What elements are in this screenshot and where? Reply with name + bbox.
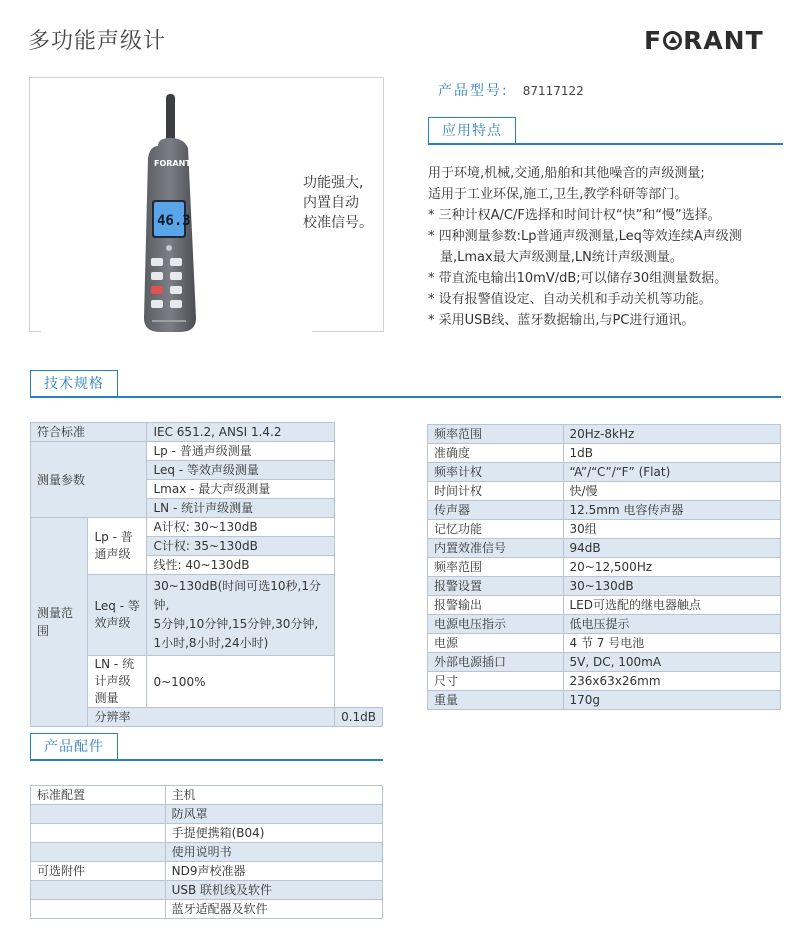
spec-label: 尺寸 bbox=[428, 672, 564, 691]
feature-bullet: * 四种测量参数:Lp普通声级测量,Leq等效连续A声级测量,Lmax最大声级测量,LN统计声级测量。 bbox=[428, 229, 742, 265]
spec-value: 20~12,500Hz bbox=[563, 558, 781, 577]
spec-label: 频率范围 bbox=[428, 558, 564, 577]
table-row bbox=[428, 653, 781, 672]
features-section-header: 应用特点 bbox=[428, 117, 783, 145]
accessory-category bbox=[31, 843, 166, 862]
accessory-category: 标准配置 bbox=[31, 786, 166, 805]
spec-label: 频率计权 bbox=[428, 463, 564, 482]
product-caption: 功能强大, 内置自动 校准信号。 bbox=[303, 175, 373, 231]
feature-bullet: * 三种计权A/C/F选择和时间计权“快”和“慢”选择。 bbox=[428, 208, 721, 223]
table-row bbox=[31, 862, 383, 881]
specs-section-header: 技术规格 bbox=[30, 370, 781, 398]
table-row bbox=[428, 425, 781, 444]
spec-label: 外部电源插口 bbox=[428, 653, 564, 672]
svg-text:FORANT: FORANT bbox=[154, 159, 191, 168]
table-cell: 测量范围 bbox=[31, 518, 88, 727]
accessory-item: 使用说明书 bbox=[165, 843, 382, 862]
spec-label: 内置效准信号 bbox=[428, 539, 564, 558]
spec-table-right bbox=[427, 424, 781, 710]
feature-intro: 用于环境,机械,交通,船舶和其他噪音的声级测量; bbox=[428, 166, 705, 181]
table-row bbox=[428, 672, 781, 691]
spec-label: 电源电压指示 bbox=[428, 615, 564, 634]
table-cell: Lmax - 最大声级测量 bbox=[147, 480, 335, 499]
table-cell: 0.1dB bbox=[335, 708, 383, 727]
table-cell: 符合标准 bbox=[31, 423, 147, 442]
table-cell: IEC 651.2, ANSI 1.4.2 bbox=[147, 423, 335, 442]
page-title: 多功能声级计 bbox=[28, 29, 167, 54]
accessories-table bbox=[30, 785, 383, 919]
table-row bbox=[428, 558, 781, 577]
table-row bbox=[31, 518, 383, 537]
spec-label: 准确度 bbox=[428, 444, 564, 463]
spec-table-left bbox=[30, 422, 383, 727]
table-row bbox=[428, 444, 781, 463]
spec-value: 30组 bbox=[563, 520, 781, 539]
brand-logo: F RANT bbox=[644, 26, 764, 55]
table-cell: A计权: 30~130dB bbox=[147, 518, 335, 537]
table-cell: 分辨率 bbox=[88, 708, 335, 727]
accessory-item: 主机 bbox=[165, 786, 382, 805]
table-row bbox=[31, 805, 383, 824]
spec-label: 时间计权 bbox=[428, 482, 564, 501]
table-cell: 测量参数 bbox=[31, 442, 147, 518]
feature-bullet: * 设有报警值设定、自动关机和手动关机等功能。 bbox=[428, 292, 712, 307]
table-row bbox=[428, 501, 781, 520]
spec-label: 频率范围 bbox=[428, 425, 564, 444]
table-row bbox=[31, 423, 383, 442]
table-row bbox=[31, 786, 383, 805]
table-cell: LN - 统计声级测量 bbox=[88, 656, 147, 708]
accessory-category bbox=[31, 881, 166, 900]
feature-bullet: * 带直流电输出10mV/dB;可以储存30组测量数据。 bbox=[428, 271, 728, 286]
table-row bbox=[428, 520, 781, 539]
table-row bbox=[428, 615, 781, 634]
table-cell: 30~130dB(时间可选10秒,1分钟, 5分钟,10分钟,15分钟,30分钟, 1小时,8小时,24小时) bbox=[147, 575, 335, 656]
sound-level-meter-image bbox=[130, 88, 250, 338]
accessory-category: 可选附件 bbox=[31, 862, 166, 881]
table-row bbox=[428, 596, 781, 615]
accessory-category bbox=[31, 824, 166, 843]
table-row bbox=[428, 577, 781, 596]
spec-value: 5V, DC, 100mA bbox=[563, 653, 781, 672]
accessory-item: 手提便携箱(B04) bbox=[165, 824, 382, 843]
spec-label: 记忆功能 bbox=[428, 520, 564, 539]
table-row bbox=[428, 482, 781, 501]
table-cell: Leq - 等效声级测量 bbox=[147, 461, 335, 480]
spec-value: 94dB bbox=[563, 539, 781, 558]
accessory-item: 防风罩 bbox=[165, 805, 382, 824]
spec-value: 12.5mm 电容传声器 bbox=[563, 501, 781, 520]
spec-value: 4 节 7 号电池 bbox=[563, 634, 781, 653]
table-cell: LN - 统计声级测量 bbox=[147, 499, 335, 518]
features-list bbox=[428, 163, 798, 331]
spec-value: 236x63x26mm bbox=[563, 672, 781, 691]
spec-value: 1dB bbox=[563, 444, 781, 463]
accessories-section-header: 产品配件 bbox=[30, 733, 383, 761]
model-value: 87117122 bbox=[522, 84, 584, 98]
table-row bbox=[428, 539, 781, 558]
feature-intro: 适用于工业环保,施工,卫生,教学科研等部门。 bbox=[428, 187, 688, 202]
accessory-item: 蓝牙适配器及软件 bbox=[165, 900, 382, 919]
table-cell: 线性: 40~130dB bbox=[147, 556, 335, 575]
accessory-item: USB 联机线及软件 bbox=[165, 881, 382, 900]
model-number bbox=[438, 80, 584, 100]
table-row bbox=[31, 900, 383, 919]
spec-value: 30~130dB bbox=[563, 577, 781, 596]
spec-value: 低电压提示 bbox=[563, 615, 781, 634]
device-display-text: 46.3 bbox=[157, 213, 191, 229]
spec-label: 电源 bbox=[428, 634, 564, 653]
spec-value: “A”/“C”/“F” (Flat) bbox=[563, 463, 781, 482]
spec-value: 170g bbox=[563, 691, 781, 710]
accessory-category bbox=[31, 805, 166, 824]
table-cell: Lp - 普通声级 bbox=[88, 518, 147, 575]
table-cell: C计权: 35~130dB bbox=[147, 537, 335, 556]
table-cell: Leq - 等效声级 bbox=[88, 575, 147, 656]
table-row bbox=[31, 824, 383, 843]
table-row bbox=[428, 634, 781, 653]
spec-label: 报警设置 bbox=[428, 577, 564, 596]
spec-value: LED可选配的继电器触点 bbox=[563, 596, 781, 615]
table-row bbox=[428, 691, 781, 710]
table-row bbox=[31, 442, 383, 461]
table-row bbox=[31, 843, 383, 862]
spec-value: 快/慢 bbox=[563, 482, 781, 501]
spec-label: 传声器 bbox=[428, 501, 564, 520]
table-row bbox=[31, 881, 383, 900]
accessory-category bbox=[31, 900, 166, 919]
table-cell: Lp - 普通声级测量 bbox=[147, 442, 335, 461]
model-label: 产品型号: bbox=[438, 83, 509, 99]
spec-label: 重量 bbox=[428, 691, 564, 710]
table-cell: 0~100% bbox=[147, 656, 335, 708]
table-row bbox=[428, 463, 781, 482]
spec-value: 20Hz-8kHz bbox=[563, 425, 781, 444]
feature-bullet: * 采用USB线、蓝牙数据输出,与PC进行通讯。 bbox=[428, 313, 695, 328]
spec-label: 报警输出 bbox=[428, 596, 564, 615]
accessory-item: ND9声校准器 bbox=[165, 862, 382, 881]
